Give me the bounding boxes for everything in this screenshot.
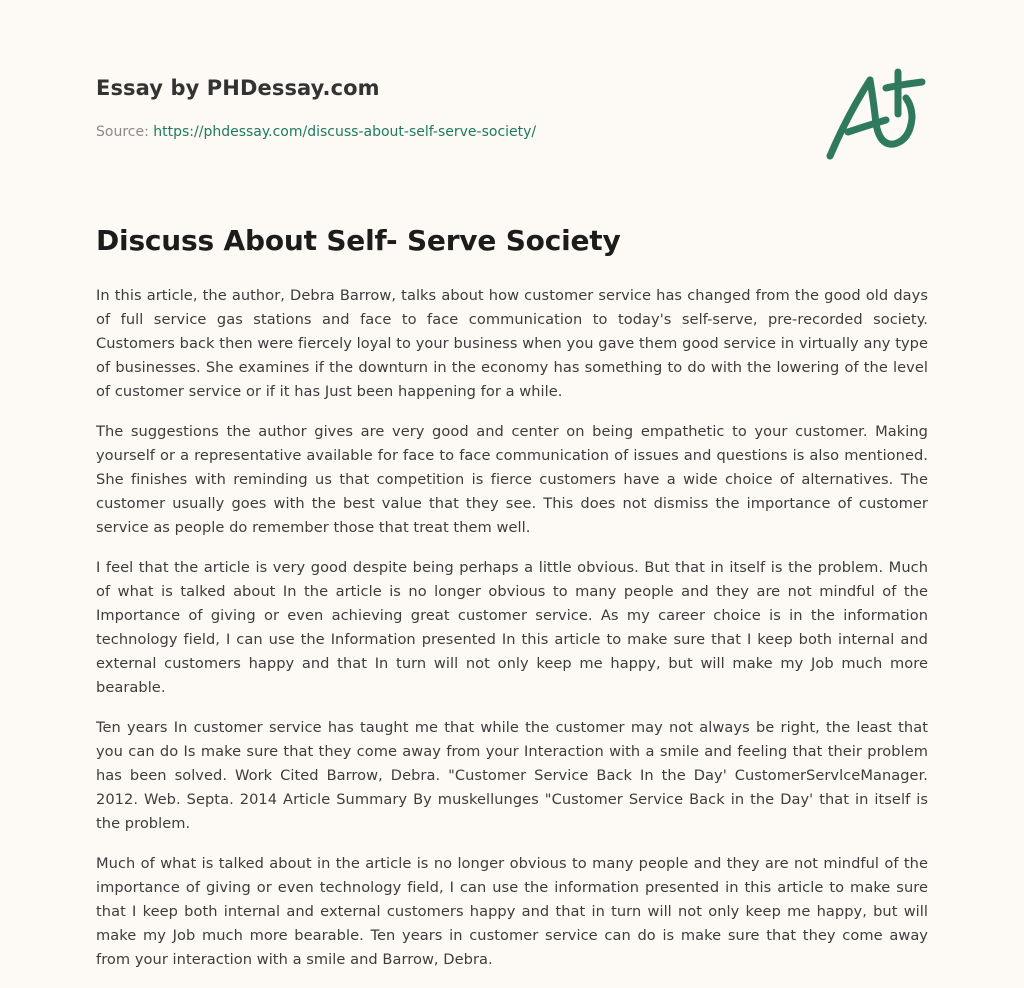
essay-body (96, 284, 928, 988)
site-brand: Essay by PHDessay.com (96, 76, 380, 100)
essay-paragraph: Ten years In customer service has taught me that while the customer may not always be right, the least that you can do Is make sure that they come away from your Interaction with a smile and feeling that their problem has been solved. Work Cited Barrow, Debra. "Customer Service Back In the Day' CustomerServlceManager. 2012. Web. Septa. 2014 Article Summary By muskellunges "Customer Service Back in the Day' that in itself is the problem. (96, 719, 928, 832)
essay-paragraph: In this article, the author, Debra Barrow, talks about how customer service has changed from the good old days of full service gas stations and face to face communication to today's self-serve, pre-recorded society. Customers back then were fiercely loyal to your business when you gave them good service in virtually any type of businesses. She examines if the downturn in the economy has something to do with the lowering of the level of customer service or if it has Just been happening for a while. (96, 287, 928, 400)
a-plus-grade-icon (824, 64, 928, 166)
essay-title: Discuss About Self- Serve Society (96, 224, 621, 257)
essay-paragraph: I feel that the article is very good despite being perhaps a little obvious. But that in itself is the problem. Much of what is talked about In the article is no longer obvious to many people and they are not mindful of the Importance of giving or even achieving great customer service. As my career choice is in the information technology field, I can use the Information presented In this article to make sure that I keep both internal and external customers happy and that In turn will not only keep me happy, but will make my Job much more bearable. (96, 559, 928, 696)
source-link[interactable]: https://phdessay.com/discuss-about-self-serve-society/ (153, 124, 537, 140)
source-label: Source: (96, 124, 154, 140)
essay-paragraph: The suggestions the author gives are very good and center on being empathetic to your customer. Making yourself or a representative available for face to face communication of issues and questions is also mentioned. She finishes with reminding us that competition is fierce customers have a wide choice of alternatives. The customer usually goes with the best value that they see. This does not dismiss the importance of customer service as people do remember those that treat them well. (96, 423, 928, 536)
source-line (96, 124, 536, 140)
page-header (96, 0, 928, 200)
essay-paragraph: Much of what is talked about in the article is no longer obvious to many people and they are not mindful of the importance of giving or even technology field, I can use the information presented in this article to make sure that I keep both internal and external customers happy and that in turn will not only keep me happy, but will make my Job much more bearable. Ten years in customer service can do is make sure that they come away from your interaction with a smile and Barrow, Debra. (96, 855, 928, 968)
